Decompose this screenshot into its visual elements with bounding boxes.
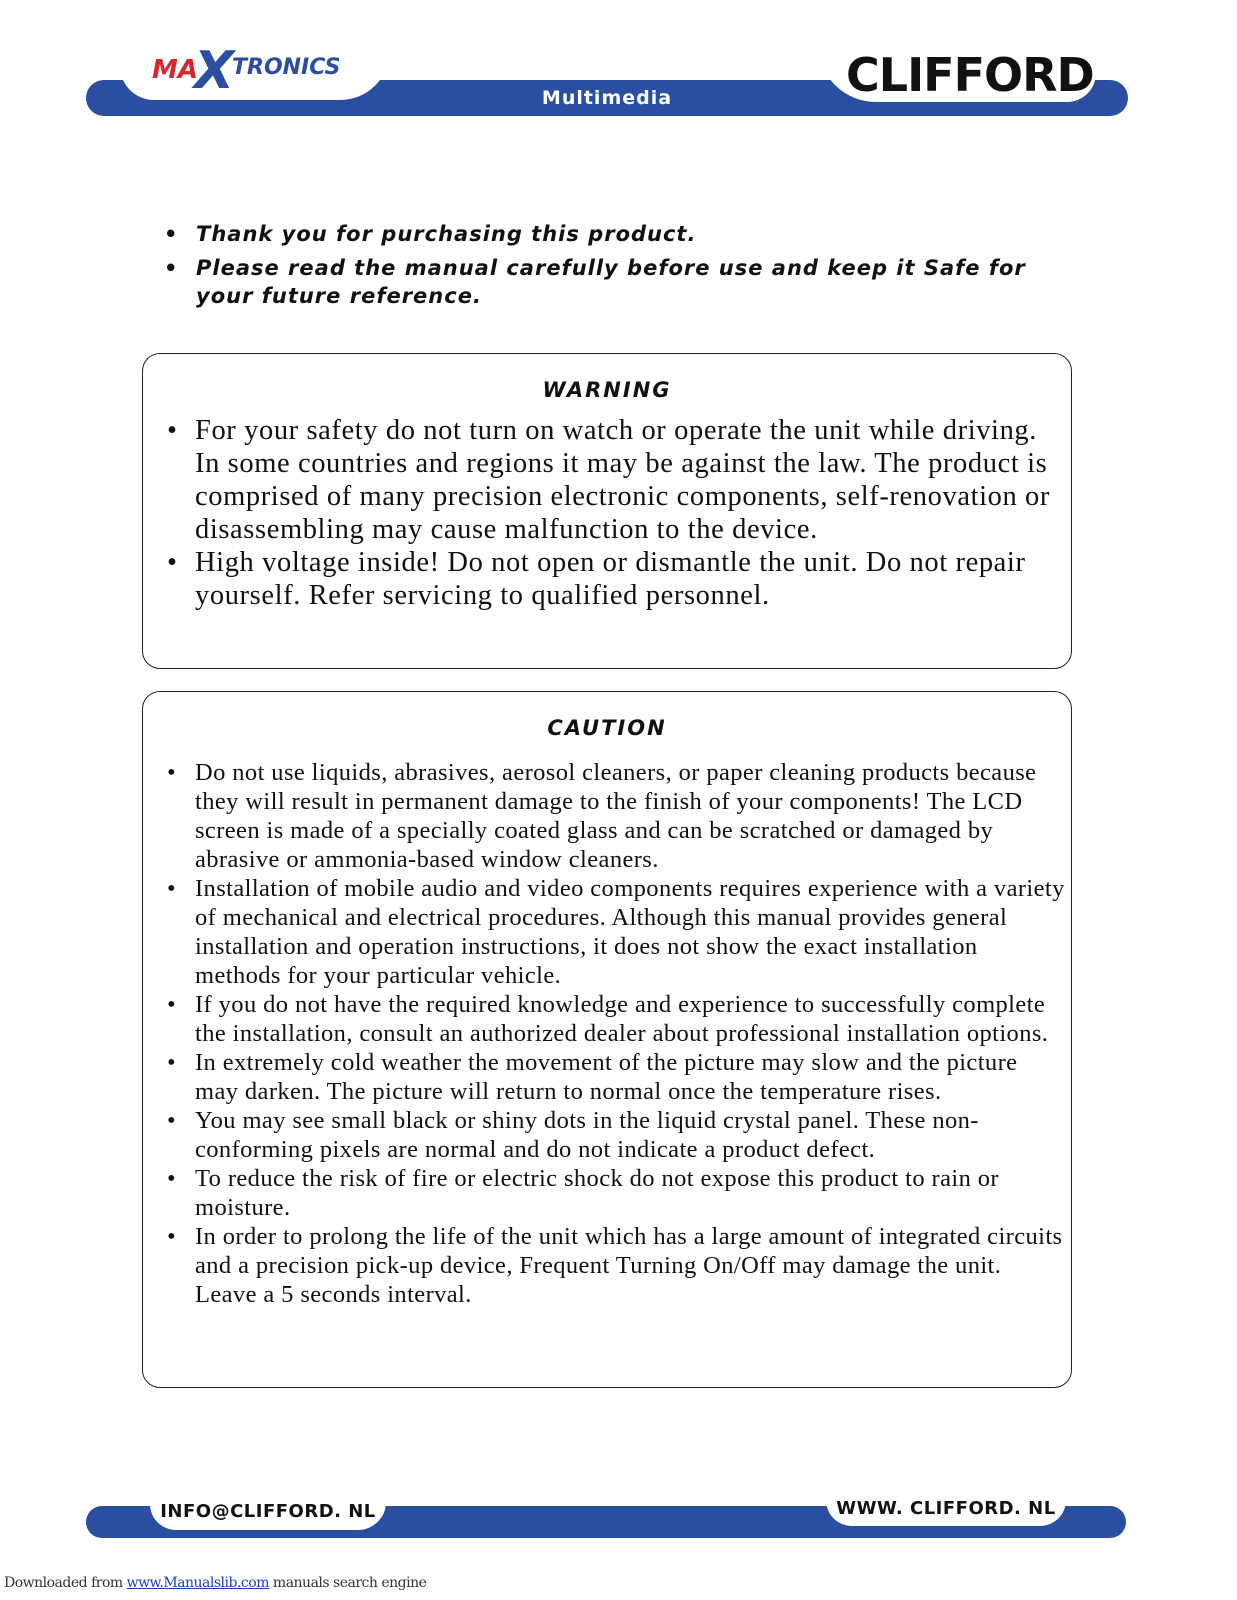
caution-title: CAUTION	[547, 716, 667, 740]
caution-item: • You may see small black or shiny dots in the liquid crystal panel. These non-conforming pixels are normal and do not indicate a product defect.	[165, 1106, 1065, 1164]
footer-email: INFO@CLIFFORD. NL	[160, 1501, 376, 1522]
warning-title: WARNING	[542, 378, 672, 402]
logo-prefix: MA	[152, 55, 198, 85]
footer-website: WWW. CLIFFORD. NL	[836, 1498, 1056, 1519]
maxtronics-logo	[150, 38, 380, 98]
download-prefix: Downloaded from	[4, 1575, 127, 1591]
download-note	[4, 1572, 604, 1594]
manualslib-link[interactable]: www.Manualslib.com	[126, 1575, 269, 1591]
caution-item: • In extremely cold weather the movement of the picture may slow and the picture may darken. The picture will return to normal once the temperature rises.	[165, 1048, 1065, 1106]
warning-item: • High voltage inside! Do not open or dismantle the unit. Do not repair yourself. Refer servicing to qualified personnel.	[165, 546, 1055, 612]
intro-item: • Thank you for purchasing this product.	[164, 220, 1064, 248]
logo-x: X	[194, 41, 235, 98]
logo-suffix: TRONICS	[232, 55, 341, 80]
header-section-label: Multimedia	[541, 87, 673, 109]
intro-notes	[164, 220, 1064, 316]
caution-item: • Installation of mobile audio and video components requires experience with a variety of mechanical and electrical procedures. Although this manual provides general installation and operation instructions, it does not show the exact installation methods for your particular vehicle.	[165, 874, 1065, 990]
caution-list	[165, 758, 1065, 1309]
caution-item: • If you do not have the required knowledge and experience to successfully complete the installation, consult an authorized dealer about professional installation options.	[165, 990, 1065, 1048]
intro-item: • Please read the manual carefully before use and keep it Safe for your future reference.	[164, 254, 1064, 310]
download-suffix: manuals search engine	[268, 1575, 427, 1591]
caution-item: • Do not use liquids, abrasives, aerosol cleaners, or paper cleaning products because they will result in permanent damage to the finish of your components! The LCD screen is made of a specially coated glass and can be scratched or damaged by abrasive or ammonia-based window cleaners.	[165, 758, 1065, 874]
warning-box	[142, 353, 1072, 669]
clifford-logo: CLIFFORD	[846, 48, 1094, 102]
caution-item: • To reduce the risk of fire or electric shock do not expose this product to rain or moisture.	[165, 1164, 1065, 1222]
warning-item: • For your safety do not turn on watch or operate the unit while driving. In some countries and regions it may be against the law. The product is comprised of many precision electronic components, self-renovation or disassembling may cause malfunction to the device.	[165, 414, 1055, 546]
caution-item: • In order to prolong the life of the unit which has a large amount of integrated circuits and a precision pick-up device, Frequent Turning On/Off may damage the unit. Leave a 5 seconds interval.	[165, 1222, 1065, 1309]
caution-box	[142, 691, 1072, 1388]
warning-list	[165, 414, 1055, 612]
